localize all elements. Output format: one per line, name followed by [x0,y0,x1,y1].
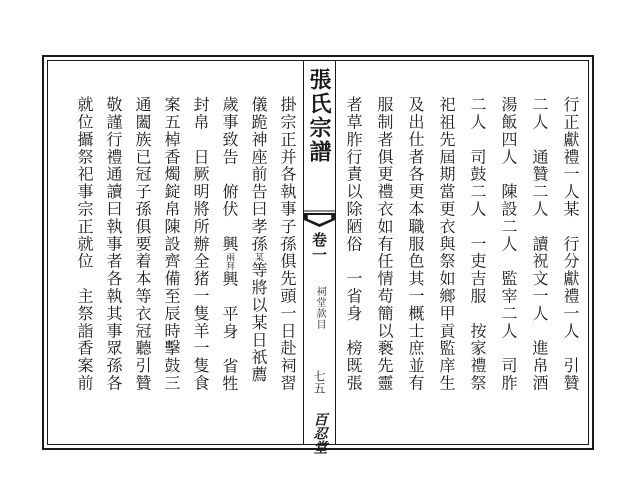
left-page-column: 儀跪神座前告曰孝孫某等將以某日祇薦 [249,96,268,384]
inline-note: 某 [253,252,263,262]
volume-label: 卷一 [310,232,328,262]
right-page-column: 行正獻禮一人某 行分獻禮一人 引贊 [561,96,580,392]
page-number: 七五 [312,370,326,394]
left-page-column: 封帛 日厥明將所辦全猪一隻羊一隻食 [191,96,210,392]
right-page-column: 服制者俱更禮衣如有任情苟簡以褻先靈 [375,96,394,392]
section-label: 祠堂款目 [314,286,325,330]
left-page-column: 敬謹行禮通讀曰執事者各執其事眾孫各 [104,96,123,392]
center-gutter [303,60,336,454]
left-page-column: 案五棹香燭錠帛陳設齊備至辰時擊鼓三 [162,96,181,392]
left-page-column: 掛宗正并各執事子孫俱先頭一日赴祠習 [278,96,297,392]
right-page-column: 湯飯四人 陳設二人 監宰二人 司胙 [499,96,518,392]
book-title: 張氏宗譜 [306,68,332,164]
inline-note: 兩拜 [224,252,234,271]
left-page-column: 通闔族已冠子孫俱要着本等衣冠聽引贊 [133,96,152,392]
left-page-column: 就位攝祭祀事宗正就位 主祭詣香案前 [75,96,94,392]
left-page-column: 歲事致告 俯伏 興兩拜興 平身 省牲 [220,96,239,393]
right-page-column: 二人 通贊二人 讀祝文一人 進帛酒 [530,96,549,392]
right-page-column: 祀祖先屆期當更衣與祭如鄉甲貢監庠生 [437,96,456,392]
right-page-column: 及出仕者各更本職服色其一概士庶並有 [406,96,425,392]
right-page-column: 二人 司鼓二人 一吏吉服 按家禮祭 [468,96,487,392]
hall-name: 百忍堂 [311,412,328,454]
fish-tail-ornament [304,210,335,228]
right-page-column: 者草胙行責以除陋俗 一省身 榜既張 [344,96,363,392]
